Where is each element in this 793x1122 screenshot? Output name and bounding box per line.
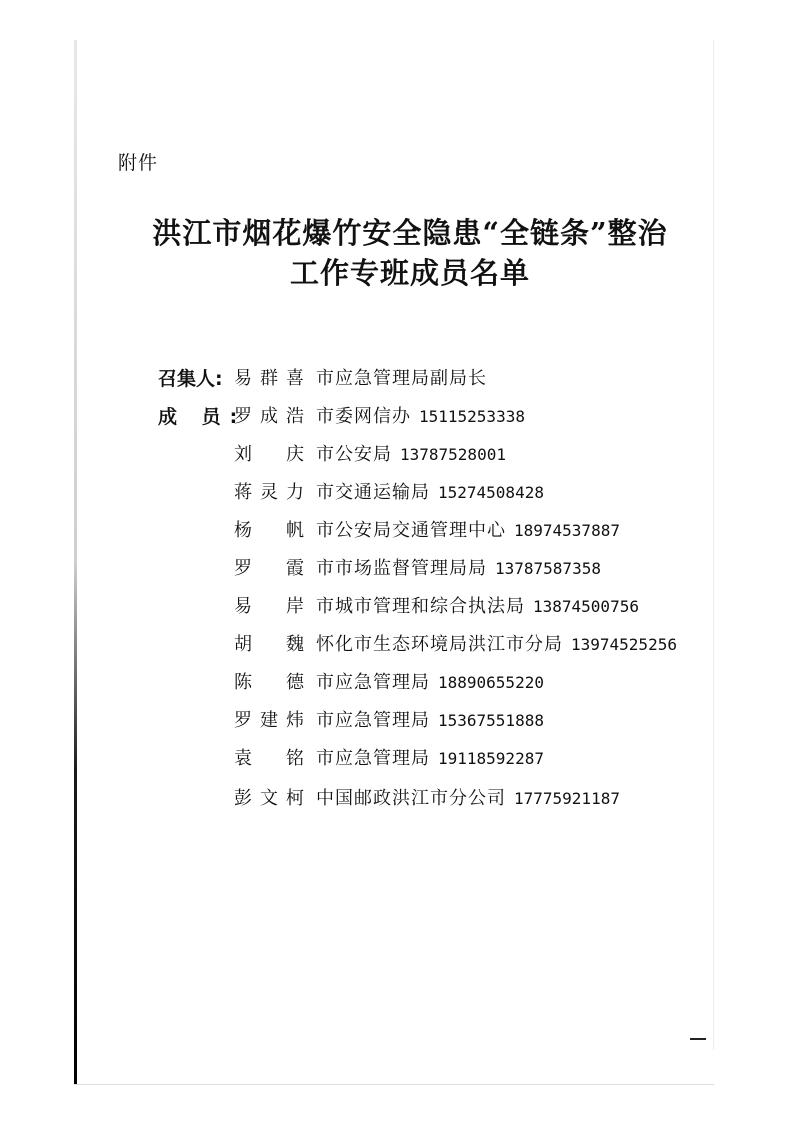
- member-name: 易岸: [234, 596, 304, 617]
- member-name: 刘庆: [234, 444, 304, 465]
- member-name: 罗成浩: [234, 406, 304, 427]
- document-title-line2: 工作专班成员名单: [289, 256, 530, 290]
- member-row: [234, 515, 620, 547]
- scan-edge-left: [74, 40, 77, 1085]
- member-unit: 市应急管理局: [316, 710, 430, 731]
- convener-name: 易群喜: [234, 368, 304, 389]
- member-unit: 市公安局交通管理中心: [316, 520, 506, 541]
- convener-position: 市应急管理局副局长: [316, 368, 487, 389]
- member-phone: 15367551888: [438, 711, 544, 730]
- member-phone: 13787528001: [400, 445, 506, 464]
- member-name: 罗霞: [234, 558, 304, 579]
- member-unit: 市交通运输局: [316, 482, 430, 503]
- member-row: [234, 553, 601, 585]
- member-name: 蒋灵力: [234, 482, 304, 503]
- member-phone: 18974537887: [514, 521, 620, 540]
- member-phone: 13874500756: [533, 597, 639, 616]
- member-phone: 13974525256: [571, 635, 677, 654]
- member-unit: 市城市管理和综合执法局: [316, 596, 525, 617]
- page-number-mark: [690, 1038, 706, 1040]
- member-row: [234, 629, 677, 661]
- member-unit: 市市场监督管理局局: [316, 558, 487, 579]
- document-title-line1: 洪江市烟花爆竹安全隐患“全链条”整治: [152, 216, 668, 250]
- members-label: 成 员:: [158, 406, 247, 428]
- member-row: [234, 705, 544, 737]
- convener-label: 召集人:: [158, 368, 223, 390]
- member-unit: 怀化市生态环境局洪江市分局: [316, 634, 563, 655]
- attachment-label: 附件: [118, 152, 159, 174]
- member-unit: 市应急管理局: [316, 672, 430, 693]
- member-phone: 15274508428: [438, 483, 544, 502]
- member-name: 陈德: [234, 672, 304, 693]
- scan-edge-right: [713, 40, 714, 1050]
- member-row: [234, 783, 620, 815]
- scan-edge-bottom: [74, 1084, 714, 1085]
- member-row: [234, 401, 525, 433]
- member-unit: 中国邮政洪江市分公司: [316, 788, 506, 809]
- member-unit: 市公安局: [316, 444, 392, 465]
- member-phone: 15115253338: [419, 407, 525, 426]
- member-row: [234, 667, 544, 699]
- member-name: 袁铭: [234, 748, 304, 769]
- member-name: 罗建炜: [234, 710, 304, 731]
- member-name: 胡魏: [234, 634, 304, 655]
- member-row: [234, 591, 639, 623]
- member-unit: 市委网信办: [316, 406, 411, 427]
- convener-row: [234, 363, 487, 395]
- member-phone: 18890655220: [438, 673, 544, 692]
- member-unit: 市应急管理局: [316, 748, 430, 769]
- member-row: [234, 439, 506, 471]
- member-phone: 19118592287: [438, 749, 544, 768]
- member-phone: 17775921187: [514, 789, 620, 808]
- member-name: 彭文柯: [234, 788, 304, 809]
- member-name: 杨帆: [234, 520, 304, 541]
- member-phone: 13787587358: [495, 559, 601, 578]
- member-row: [234, 477, 544, 509]
- member-row: [234, 743, 544, 775]
